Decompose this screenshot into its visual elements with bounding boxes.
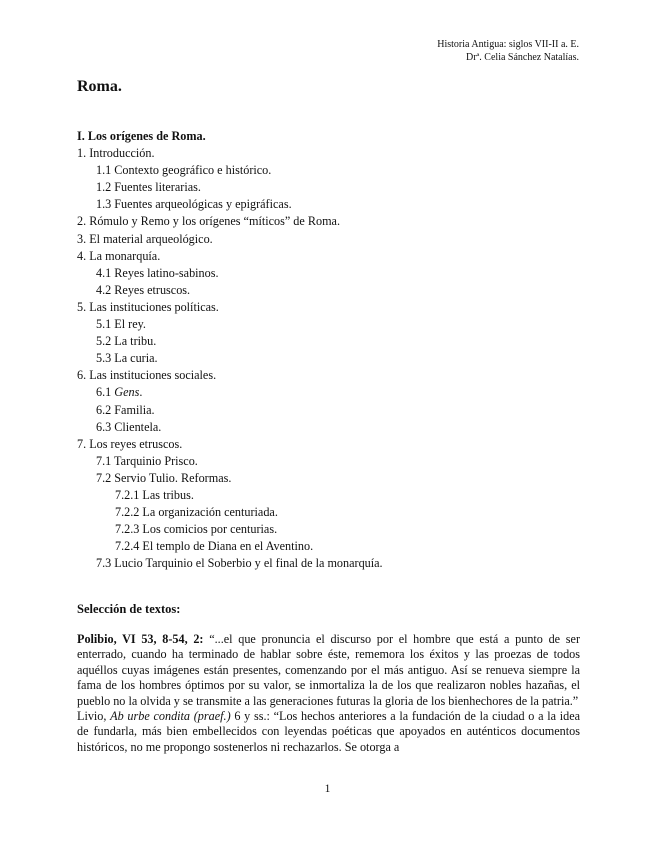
toc-item: 5.2 La tribu.	[96, 334, 157, 349]
toc-item: 5.1 El rey.	[96, 317, 146, 332]
toc-item: 7.3 Lucio Tarquinio el Soberbio y el final de la monarquía.	[96, 556, 383, 571]
livio-work: Ab urbe condita (praef.)	[110, 709, 231, 724]
page-header	[437, 38, 579, 64]
livio-paragraph	[77, 709, 580, 755]
livio-quote: 6 y ss.: “Los hechos anteriores a la fundación de la ciudad o a la idea de fundarla, más bien embellecidos con leyendas poéticas que apoyados en auténticos documentos históricos, no me propongo sostenerlos ni rechazarlos. Se otorga a	[77, 709, 581, 754]
toc-item: 1.3 Fuentes arqueológicas y epigráficas.	[96, 197, 292, 212]
toc-heading: I. Los orígenes de Roma.	[77, 129, 206, 143]
toc-item: 3. El material arqueológico.	[77, 231, 213, 246]
toc-item: 5. Las instituciones políticas.	[77, 299, 219, 314]
page-number: 1	[324, 783, 331, 795]
header-course: Historia Antigua: siglos VII-II a. E.	[437, 39, 579, 50]
toc-items	[77, 145, 587, 572]
toc-item: 5.3 La curia.	[96, 351, 158, 366]
toc-item: 4.2 Reyes etruscos.	[96, 282, 191, 297]
toc-item: 7.2.4 El templo de Diana en el Aventino.	[115, 539, 314, 554]
polibio-paragraph	[77, 632, 580, 709]
toc-item: 6.2 Familia.	[96, 402, 155, 417]
header-author: Drª. Celia Sánchez Natalías.	[466, 52, 579, 63]
table-of-contents	[77, 128, 587, 572]
polibio-reference: Polibio, VI 53, 8-54, 2:	[77, 632, 204, 646]
toc-item: 7.2.2 La organización centuriada.	[115, 505, 278, 520]
polibio-quote: “...el que pronuncia el discurso por el hombre que está a punto de ser enterrado, cuando ha terminado de hablar sobre éste, rememora los éxitos y las proezas de todos aquéllos cuyas imágenes están presentes, comenzando por el más antiguo. Así se renueva siempre la fama de los hombres óptimos por su valor, se inmortaliza la de los que realizaron nobles hazañas, el pueblo no la olvida y se transmite a las generaciones futuras la gloria de los bienhechores de la patria.”	[77, 632, 581, 708]
toc-item: 1.2 Fuentes literarias.	[96, 180, 201, 195]
selection-title: Selección de textos:	[77, 602, 181, 616]
toc-item: 7.1 Tarquinio Prisco.	[96, 453, 198, 468]
toc-item: 1. Introducción.	[77, 146, 155, 161]
toc-item: 7. Los reyes etruscos.	[77, 436, 183, 451]
toc-item: 4. La monarquía.	[77, 248, 161, 263]
text-selection	[77, 632, 580, 755]
toc-item: 6.3 Clientela.	[96, 419, 162, 434]
toc-item: 7.2.1 Las tribus.	[115, 487, 194, 502]
toc-item: 2. Rómulo y Remo y los orígenes “míticos” de Roma.	[77, 214, 341, 229]
toc-item: 1.1 Contexto geográfico e histórico.	[96, 163, 272, 178]
livio-author: Livio,	[77, 709, 111, 724]
toc-item: 7.2.3 Los comicios por centurias.	[115, 522, 278, 537]
toc-item: 4.1 Reyes latino-sabinos.	[96, 265, 219, 280]
document-title: Roma.	[77, 78, 122, 95]
toc-item: 7.2 Servio Tulio. Reformas.	[96, 470, 232, 485]
toc-item: 6. Las instituciones sociales.	[77, 368, 217, 383]
toc-item: 6.1 Gens.	[96, 385, 143, 400]
